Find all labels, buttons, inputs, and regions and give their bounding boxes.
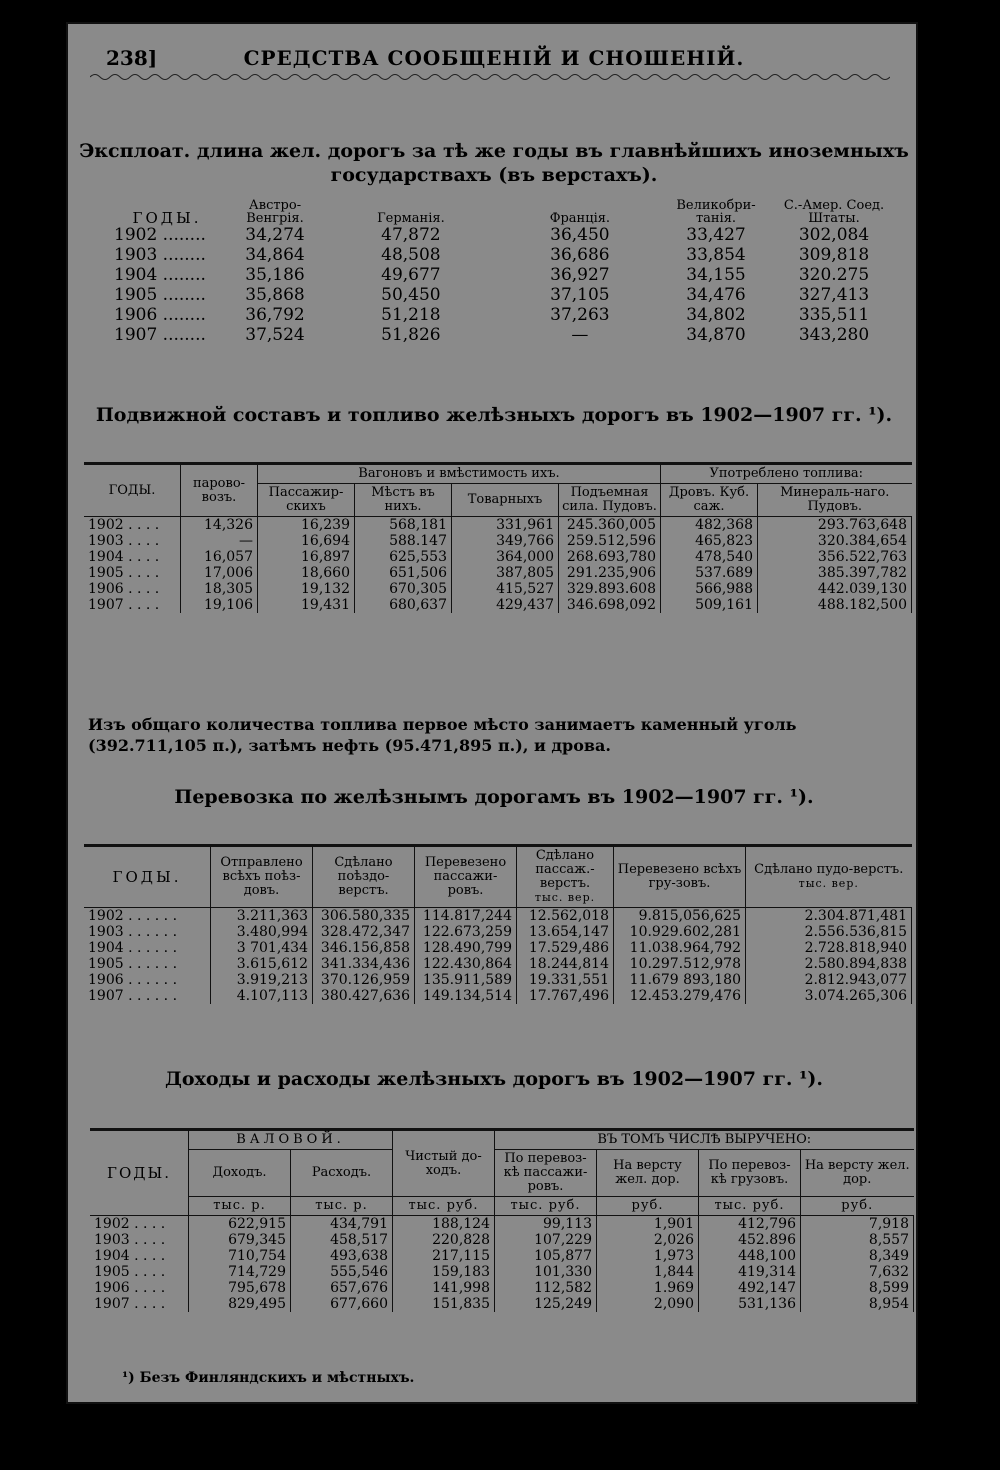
value-cell: 36,927 xyxy=(550,265,610,285)
value-cell: 101,330 xyxy=(495,1264,597,1280)
table-row xyxy=(84,517,912,534)
footnote: ¹) Безъ Финляндскихъ и мѣстныхъ. xyxy=(122,1370,415,1386)
value-cell: 13.654,147 xyxy=(517,924,614,940)
value-cell: 1,901 xyxy=(597,1216,699,1233)
value-cell: 114.817,244 xyxy=(415,908,517,925)
col-header: На версту жел. дор. xyxy=(597,1150,699,1197)
col-header: Вагоновъ и вмѣстимость ихъ. xyxy=(258,464,661,484)
value-cell: 135.911,589 xyxy=(415,972,517,988)
value-cell: 16,897 xyxy=(258,549,355,565)
col-header: ВАЛОВОЙ. xyxy=(189,1130,393,1150)
value-cell: 710,754 xyxy=(189,1248,291,1264)
table-row xyxy=(84,908,912,925)
value-cell: 4.107,113 xyxy=(211,988,313,1004)
value-cell: 34,870 xyxy=(686,325,746,345)
value-cell: 293.763,648 xyxy=(758,517,912,534)
table-row xyxy=(108,305,898,325)
value-cell: 19,132 xyxy=(258,581,355,597)
value-cell: 17.767,496 xyxy=(517,988,614,1004)
value-cell: 50,450 xyxy=(381,285,441,305)
value-cell: 335,511 xyxy=(798,305,870,325)
value-cell: 8,349 xyxy=(801,1248,914,1264)
value-cell: 356.522,763 xyxy=(758,549,912,565)
col-header: Пассажир-скихъ xyxy=(258,484,355,517)
value-cell: 829,495 xyxy=(189,1296,291,1312)
table-row xyxy=(84,565,912,581)
value-cell: 37,263 xyxy=(550,305,610,325)
year-cell: 1902 . . . . xyxy=(94,1216,166,1232)
value-cell: 341.334,436 xyxy=(313,956,415,972)
value-cell: 220,828 xyxy=(393,1232,495,1248)
col-header: Сдѣлано поѣздо-верстъ. xyxy=(313,846,415,908)
section4-title: Доходы и расходы желѣзныхъ дорогъ въ 1902—1907 гг. ¹). xyxy=(164,1068,824,1090)
value-cell: 537.689 xyxy=(661,565,758,581)
value-cell: 680,637 xyxy=(355,597,452,613)
value-cell: 49,677 xyxy=(381,265,441,285)
value-cell: 35,868 xyxy=(245,285,305,305)
value-cell: 328.472,347 xyxy=(313,924,415,940)
value-cell: 3.074.265,306 xyxy=(746,988,912,1004)
year-cell: 1903 ........ xyxy=(114,245,206,265)
value-cell: 3.919,213 xyxy=(211,972,313,988)
table-row xyxy=(84,940,912,956)
value-cell: 714,729 xyxy=(189,1264,291,1280)
table-row xyxy=(90,1296,914,1312)
value-cell: 10.297.512,978 xyxy=(614,956,746,972)
col-header: ГОДЫ. xyxy=(84,846,211,908)
value-cell: 566,988 xyxy=(661,581,758,597)
value-cell: 448,100 xyxy=(699,1248,801,1264)
value-cell: 18.244,814 xyxy=(517,956,614,972)
col-header: Австро-Венгрія. xyxy=(246,198,304,226)
table-row xyxy=(84,956,912,972)
value-cell: 36,686 xyxy=(550,245,610,265)
value-cell: 346.698,092 xyxy=(559,597,661,613)
value-cell: 217,115 xyxy=(393,1248,495,1264)
table-row xyxy=(90,1264,914,1280)
value-cell: 18,660 xyxy=(258,565,355,581)
value-cell: 19,431 xyxy=(258,597,355,613)
value-cell: 19.331,551 xyxy=(517,972,614,988)
value-cell: 346.156,858 xyxy=(313,940,415,956)
table-row xyxy=(90,1216,914,1233)
value-cell: 17,006 xyxy=(181,565,258,581)
value-cell: 568,181 xyxy=(355,517,452,534)
value-cell: 306.580,335 xyxy=(313,908,415,925)
value-cell: — xyxy=(571,325,589,345)
year-cell: 1906 . . . . xyxy=(88,581,160,597)
col-header: По перевоз-кѣ грузовъ. xyxy=(699,1150,801,1197)
value-cell: 2.728.818,940 xyxy=(746,940,912,956)
col-header: Товарныхъ xyxy=(452,484,559,517)
section2-table xyxy=(84,462,912,613)
year-cell: 1902 . . . . xyxy=(88,517,160,533)
value-cell: 380.427,636 xyxy=(313,988,415,1004)
col-header: Великобри-танія. xyxy=(676,198,756,226)
year-cell: 1905 . . . . xyxy=(94,1264,166,1280)
table-row xyxy=(108,285,898,305)
value-cell: 1,973 xyxy=(597,1248,699,1264)
value-cell: — xyxy=(181,533,258,549)
col-header: По перевоз-кѣ пассажи-ровъ. xyxy=(495,1150,597,1197)
page xyxy=(66,22,918,1404)
value-cell: 9.815,056,625 xyxy=(614,908,746,925)
col-header: Дровъ. Куб. саж. xyxy=(661,484,758,517)
value-cell: 17.529,486 xyxy=(517,940,614,956)
value-cell: 149.134,514 xyxy=(415,988,517,1004)
value-cell: 2.580.894,838 xyxy=(746,956,912,972)
unit-label: тыс. р. xyxy=(291,1197,393,1216)
table-row xyxy=(84,924,912,940)
value-cell: 11.679 893,180 xyxy=(614,972,746,988)
value-cell: 37,524 xyxy=(245,325,305,345)
year-cell: 1904 . . . . . . xyxy=(88,940,178,956)
value-cell: 343,280 xyxy=(798,325,870,345)
value-cell: 51,218 xyxy=(381,305,441,325)
value-cell: 48,508 xyxy=(381,245,441,265)
value-cell: 320.384,654 xyxy=(758,533,912,549)
table-row xyxy=(84,972,912,988)
value-cell: 412,796 xyxy=(699,1216,801,1233)
value-cell: 320.275 xyxy=(798,265,870,285)
value-cell: 492,147 xyxy=(699,1280,801,1296)
value-cell: 795,678 xyxy=(189,1280,291,1296)
year-cell: 1907 ........ xyxy=(114,325,206,345)
value-cell: 3.480,994 xyxy=(211,924,313,940)
value-cell: 385.397,782 xyxy=(758,565,912,581)
col-header: Подъемная сила. Пудовъ. xyxy=(559,484,661,517)
year-cell: 1903 . . . . xyxy=(94,1232,166,1248)
value-cell: 16,694 xyxy=(258,533,355,549)
value-cell: 309,818 xyxy=(798,245,870,265)
value-cell: 125,249 xyxy=(495,1296,597,1312)
year-cell: 1907 . . . . xyxy=(94,1296,166,1312)
table-row xyxy=(108,225,898,245)
section3-table xyxy=(84,844,912,1004)
section1-table xyxy=(108,199,898,345)
col-header: Доходъ. xyxy=(189,1150,291,1197)
value-cell: 2.556.536,815 xyxy=(746,924,912,940)
table-row xyxy=(84,988,912,1004)
value-cell: 34,155 xyxy=(686,265,746,285)
table-row xyxy=(90,1280,914,1296)
value-cell: 47,872 xyxy=(381,225,441,245)
value-cell: 37,105 xyxy=(550,285,610,305)
value-cell: 651,506 xyxy=(355,565,452,581)
value-cell: 18,305 xyxy=(181,581,258,597)
value-cell: 3 701,434 xyxy=(211,940,313,956)
table-row xyxy=(90,1248,914,1264)
col-header: Мѣстъ въ нихъ. xyxy=(355,484,452,517)
value-cell: 327,413 xyxy=(798,285,870,305)
section2-title: Подвижной составъ и топливо желѣзныхъ дорогъ въ 1902—1907 гг. ¹). xyxy=(95,404,893,426)
year-cell: 1906 . . . . . . xyxy=(88,972,178,988)
value-cell: 12.562,018 xyxy=(517,908,614,925)
value-cell: 429,437 xyxy=(452,597,559,613)
unit-label: руб. xyxy=(597,1197,699,1216)
col-header: Сдѣлано пудо-верстъ. xyxy=(754,862,904,877)
value-cell: 33,427 xyxy=(686,225,746,245)
year-cell: 1903 . . . . . . xyxy=(88,924,178,940)
value-cell: 442.039,130 xyxy=(758,581,912,597)
value-cell: 16,239 xyxy=(258,517,355,534)
wavy-divider xyxy=(90,72,890,82)
value-cell: 99,113 xyxy=(495,1216,597,1233)
col-header: Минераль-наго. Пудовъ. xyxy=(758,484,912,517)
value-cell: 10.929.602,281 xyxy=(614,924,746,940)
col-header: Германія. xyxy=(377,211,445,226)
value-cell: 268.693,780 xyxy=(559,549,661,565)
value-cell: 588.147 xyxy=(355,533,452,549)
value-cell: 434,791 xyxy=(291,1216,393,1233)
value-cell: 128.490,799 xyxy=(415,940,517,956)
unit-label: тыс. р. xyxy=(189,1197,291,1216)
value-cell: 51,826 xyxy=(381,325,441,345)
table-row xyxy=(108,265,898,285)
value-cell: 19,106 xyxy=(181,597,258,613)
year-cell: 1904 . . . . xyxy=(88,549,160,565)
value-cell: 657,676 xyxy=(291,1280,393,1296)
value-cell: 415,527 xyxy=(452,581,559,597)
year-cell: 1902 ........ xyxy=(114,225,206,245)
value-cell: 8,599 xyxy=(801,1280,914,1296)
value-cell: 679,345 xyxy=(189,1232,291,1248)
year-cell: 1903 . . . . xyxy=(88,533,160,549)
value-cell: 1.969 xyxy=(597,1280,699,1296)
value-cell: 34,864 xyxy=(245,245,305,265)
year-cell: 1904 ........ xyxy=(114,265,206,285)
value-cell: 465,823 xyxy=(661,533,758,549)
value-cell: 12.453.279,476 xyxy=(614,988,746,1004)
value-cell: 370.126,959 xyxy=(313,972,415,988)
value-cell: 1,844 xyxy=(597,1264,699,1280)
value-cell: 245.360,005 xyxy=(559,517,661,534)
value-cell: 11.038.964,792 xyxy=(614,940,746,956)
table-row xyxy=(84,549,912,565)
value-cell: 122.430,864 xyxy=(415,956,517,972)
col-header: С.-Амер. Соед. Штаты. xyxy=(783,198,885,226)
value-cell: 622,915 xyxy=(189,1216,291,1233)
value-cell: 3.211,363 xyxy=(211,908,313,925)
unit-label: тыс. руб. xyxy=(699,1197,801,1216)
value-cell: 112,582 xyxy=(495,1280,597,1296)
value-cell: 677,660 xyxy=(291,1296,393,1312)
col-header: Употреблено топлива: xyxy=(661,464,912,484)
unit-label: тыс. руб. xyxy=(495,1197,597,1216)
table-row xyxy=(84,533,912,549)
table-row xyxy=(90,1232,914,1248)
value-cell: 107,229 xyxy=(495,1232,597,1248)
value-cell: 291.235,906 xyxy=(559,565,661,581)
col-header: Перевезено пассажи-ровъ. xyxy=(415,846,517,908)
value-cell: 2.304.871,481 xyxy=(746,908,912,925)
value-cell: 2.812.943,077 xyxy=(746,972,912,988)
year-cell: 1902 . . . . . . xyxy=(88,908,178,924)
value-cell: 387,805 xyxy=(452,565,559,581)
unit-label: руб. xyxy=(801,1197,914,1216)
table-row xyxy=(108,245,898,265)
unit-label: тыс. руб. xyxy=(393,1197,495,1216)
value-cell: 2,090 xyxy=(597,1296,699,1312)
value-cell: 35,186 xyxy=(245,265,305,285)
year-cell: 1907 . . . . xyxy=(88,597,160,613)
year-cell: 1905 ........ xyxy=(114,285,206,305)
value-cell: 188,124 xyxy=(393,1216,495,1233)
value-cell: 105,877 xyxy=(495,1248,597,1264)
table-row xyxy=(84,597,912,613)
col-header: ГОДЫ. xyxy=(84,464,181,517)
value-cell: 2,026 xyxy=(597,1232,699,1248)
page-title: СРЕДСТВА СООБЩЕНІЙ И СНОШЕНІЙ. xyxy=(243,46,745,70)
col-header: Перевезено всѣхъ гру-зовъ. xyxy=(614,846,746,908)
value-cell: 33,854 xyxy=(686,245,746,265)
value-cell: 34,274 xyxy=(245,225,305,245)
value-cell: 36,792 xyxy=(245,305,305,325)
section1-title-line1: Эксплоат. длина жел. дорогъ за тѣ же годы въ главнѣйшихъ иноземныхъ xyxy=(79,140,909,162)
value-cell: 141,998 xyxy=(393,1280,495,1296)
table-row xyxy=(108,325,898,345)
value-cell: 331,961 xyxy=(452,517,559,534)
value-cell: 302,084 xyxy=(798,225,870,245)
value-cell: 259.512,596 xyxy=(559,533,661,549)
col-header: Отправлено всѣхъ поѣз-довъ. xyxy=(211,846,313,908)
section4-table xyxy=(90,1128,914,1312)
year-cell: 1907 . . . . . . xyxy=(88,988,178,1004)
value-cell: 458,517 xyxy=(291,1232,393,1248)
value-cell: 34,476 xyxy=(686,285,746,305)
value-cell: 531,136 xyxy=(699,1296,801,1312)
col-header: На версту жел. дор. xyxy=(801,1150,914,1197)
value-cell: 670,305 xyxy=(355,581,452,597)
col-header: Сдѣлано пассаж.-верстъ. xyxy=(535,848,595,891)
col-header: парово-возъ. xyxy=(181,464,258,517)
value-cell: 364,000 xyxy=(452,549,559,565)
value-cell: 478,540 xyxy=(661,549,758,565)
col-header: Франція. xyxy=(549,211,611,226)
value-cell: 122.673,259 xyxy=(415,924,517,940)
section1-title-line2: государствахъ (въ верстахъ). xyxy=(330,164,658,186)
value-cell: 493,638 xyxy=(291,1248,393,1264)
value-cell: 555,546 xyxy=(291,1264,393,1280)
unit-label: тыс. вер. xyxy=(534,891,596,904)
year-cell: 1905 . . . . xyxy=(88,565,160,581)
page-number: 238] xyxy=(106,46,158,70)
value-cell: 3.615,612 xyxy=(211,956,313,972)
value-cell: 509,161 xyxy=(661,597,758,613)
value-cell: 36,450 xyxy=(550,225,610,245)
value-cell: 349,766 xyxy=(452,533,559,549)
value-cell: 34,802 xyxy=(686,305,746,325)
value-cell: 7,632 xyxy=(801,1264,914,1280)
year-cell: 1906 ........ xyxy=(114,305,206,325)
value-cell: 8,557 xyxy=(801,1232,914,1248)
value-cell: 419,314 xyxy=(699,1264,801,1280)
col-header: ГОДЫ. xyxy=(90,1130,189,1216)
year-cell: 1906 . . . . xyxy=(94,1280,166,1296)
value-cell: 8,954 xyxy=(801,1296,914,1312)
section3-title: Перевозка по желѣзнымъ дорогамъ въ 1902—1907 гг. ¹). xyxy=(174,786,814,808)
value-cell: 151,835 xyxy=(393,1296,495,1312)
unit-label: тыс. вер. xyxy=(798,877,859,890)
fuel-paragraph: Изъ общаго количества топлива первое мѣсто занимаетъ каменный уголь (392.711,105 п.), затѣмъ нефть (95.471,895 п.), и дрова. xyxy=(88,715,797,755)
col-header: ГОДЫ. xyxy=(132,209,202,227)
value-cell: 329.893.608 xyxy=(559,581,661,597)
value-cell: 625,553 xyxy=(355,549,452,565)
table-row xyxy=(84,581,912,597)
value-cell: 452.896 xyxy=(699,1232,801,1248)
col-header: Чистый до-ходъ. xyxy=(393,1130,495,1197)
year-cell: 1904 . . . . xyxy=(94,1248,166,1264)
value-cell: 7,918 xyxy=(801,1216,914,1233)
year-cell: 1905 . . . . . . xyxy=(88,956,178,972)
value-cell: 14,326 xyxy=(181,517,258,534)
value-cell: 482,368 xyxy=(661,517,758,534)
value-cell: 16,057 xyxy=(181,549,258,565)
col-header: ВЪ ТОМЪ ЧИСЛѢ ВЫРУЧЕНО: xyxy=(495,1130,914,1150)
col-header: Расходъ. xyxy=(291,1150,393,1197)
value-cell: 159,183 xyxy=(393,1264,495,1280)
value-cell: 488.182,500 xyxy=(758,597,912,613)
